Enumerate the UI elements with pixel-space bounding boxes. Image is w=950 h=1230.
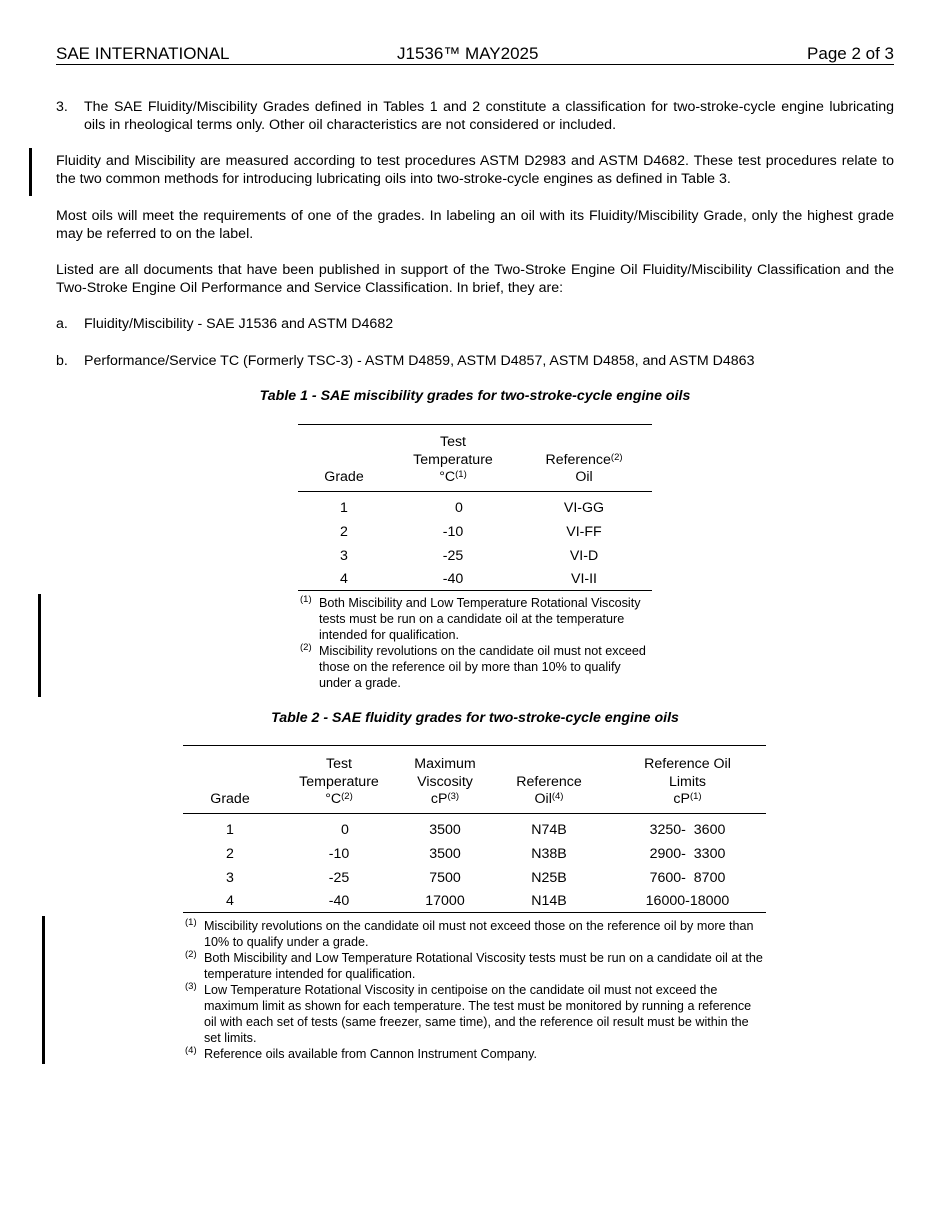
cell-temperature: 0 [341, 821, 349, 838]
list-item-text: The SAE Fluidity/Miscibility Grades defined in Tables 1 and 2 constitute a classification for two-stroke-cycle engine lubricating oils in rheological terms only. Other oil characteristics are not considered or included. [84, 99, 894, 133]
cell-grade: 4 [183, 890, 277, 913]
cell-max-viscosity: 17000 [401, 890, 489, 913]
list-marker: a. [56, 316, 68, 332]
change-bar [38, 594, 41, 697]
table-row [298, 568, 652, 591]
cell-reference-oil: VI-GG [563, 499, 605, 516]
footnote-marker: (2) [185, 949, 197, 960]
paragraph: Most oils will meet the requirements of one of the grades. In labeling an oil with its Fluidity/Miscibility Grade, only the highest grade may be referred to on the label. [56, 208, 894, 242]
footnote [185, 950, 765, 982]
cell-grade: 1 [226, 821, 234, 838]
cell-reference-oil: N74B [531, 821, 567, 838]
table-row [183, 890, 766, 913]
table1-footnotes [300, 595, 652, 691]
cell-grade: 3 [340, 547, 348, 564]
col-header-max-viscosity: Maximum Viscosity $cP^{(3)}$ [401, 756, 489, 813]
list-item-3 [56, 98, 894, 134]
header-doc-id: J1536™ MAY2025 [397, 44, 539, 63]
footnote-marker: (4) [185, 1045, 197, 1056]
footnote-text: Miscibility revolutions on the candidate oil must not exceed those on the reference oil by more than 10% to qualify under a grade. [204, 919, 754, 949]
cell-reference-oil: VI-D [569, 547, 599, 564]
footnote-marker: (2) [300, 642, 312, 653]
footnote-marker: (1) [300, 594, 312, 605]
table-row [298, 496, 652, 520]
col-header-temperature: Test Temperature $^\circ C^{(1)}$ [390, 434, 516, 491]
list-item-text: Performance/Service TC (Formerly TSC-3) - ASTM D4859, ASTM D4857, ASTM D4858, and ASTM D4863 [84, 353, 755, 369]
table-top-rule [183, 745, 766, 746]
cell-temperature: -10 [442, 523, 464, 540]
cell-reference-oil: N38B [531, 845, 567, 862]
cell-reference-oil: N25B [531, 869, 567, 886]
list-item-a [56, 315, 894, 333]
header-org: SAE INTERNATIONAL [56, 44, 230, 63]
cell-temperature: -25 [328, 869, 350, 886]
header-page-number: Page 2 of 3 [807, 44, 894, 63]
cell-max-viscosity: 3500 [429, 821, 461, 838]
cell-reference-oil: VI-FF [566, 523, 602, 540]
cell-grade: 3 [226, 869, 234, 886]
footnote [185, 918, 765, 950]
table2-footnotes [185, 918, 765, 1062]
cell-grade: 2 [226, 845, 234, 862]
footnote-text: Reference oils available from Cannon Instrument Company. [204, 1047, 537, 1061]
col-header-temperature: Test Temperature $^\circ C^{(2)}$ [277, 756, 401, 813]
cell-temperature: 0 [455, 499, 463, 516]
footnote-text: Both Miscibility and Low Temperature Rotational Viscosity tests must be run on a candidate oil at the temperature intended for qualification. [319, 596, 641, 642]
col-header-reference-oil-limits: Reference Oil Limits $cP^{(1)}$ [609, 756, 766, 813]
table-header-row [183, 756, 766, 813]
table-header-row [298, 434, 652, 491]
footnote-text: Low Temperature Rotational Viscosity in centipoise on the candidate oil must not exceed the maximum limit as shown for each temperature. The test must be monitored by running a reference oil with each set of tests (same freezer, same time), and the reference oil result must be within the set limits. [204, 983, 752, 1045]
cell-reference-oil-limits: 16000-18000 [609, 890, 766, 913]
table2-caption: Table 2 - SAE fluidity grades for two-stroke-cycle engine oils [271, 710, 679, 726]
cell-reference-oil-limits: 3250- 3600 [649, 821, 726, 838]
footnote-text: Both Miscibility and Low Temperature Rotational Viscosity tests must be run on a candidate oil at the temperature intended for qualification. [204, 951, 763, 981]
table-row [183, 842, 766, 866]
table1 [298, 434, 652, 591]
change-bar [29, 148, 32, 196]
cell-reference-oil-limits: 7600- 8700 [649, 869, 726, 886]
footnote [185, 982, 765, 1046]
footnote-marker: (3) [185, 981, 197, 992]
cell-max-viscosity: 7500 [429, 869, 461, 886]
footnote [185, 1046, 765, 1062]
paragraph: Listed are all documents that have been published in support of the Two-Stroke Engine Oil Fluidity/Miscibility Classification and the Two-Stroke Engine Oil Performance and Service Classification. In brief, they are: [56, 262, 894, 296]
footnote [300, 595, 652, 643]
cell-temperature: -40 [390, 568, 516, 591]
list-item-text: Fluidity/Miscibility - SAE J1536 and ASTM D4682 [84, 316, 394, 332]
footnote [300, 643, 652, 691]
list-marker: 3. [56, 99, 68, 115]
col-header-grade: Grade [183, 756, 277, 813]
cell-temperature: -40 [277, 890, 401, 913]
cell-grade: 1 [340, 499, 348, 516]
table-row [183, 818, 766, 842]
cell-temperature: -25 [442, 547, 464, 564]
cell-grade: 2 [340, 523, 348, 540]
cell-reference-oil: VI-II [516, 568, 652, 591]
col-header-grade: Grade [298, 434, 390, 491]
cell-max-viscosity: 3500 [429, 845, 461, 862]
change-bar [42, 916, 45, 1064]
list-marker: b. [56, 353, 68, 369]
table1-caption: Table 1 - SAE miscibility grades for two-stroke-cycle engine oils [259, 388, 691, 404]
page-header [56, 44, 894, 65]
footnote-marker: (1) [185, 917, 197, 928]
table-top-rule [298, 424, 652, 425]
paragraph: Fluidity and Miscibility are measured according to test procedures ASTM D2983 and ASTM D4682. These test procedures relate to the two common methods for introducing lubricating oils into two-stroke-cycle engines as defined in Table 3. [56, 153, 894, 187]
table2 [183, 756, 766, 913]
table-row [183, 866, 766, 890]
footnote-text: Miscibility revolutions on the candidate oil must not exceed those on the reference oil by more than 10% to qualify under a grade. [319, 644, 646, 690]
list-item-b [56, 352, 894, 370]
col-header-reference-oil: Reference$^{(2)}$ Oil [516, 434, 652, 491]
col-header-reference-oil: Reference Oil$^{(4)}$ [489, 756, 609, 813]
table-row [298, 544, 652, 568]
table-row [298, 520, 652, 544]
cell-grade: 4 [298, 568, 390, 591]
cell-reference-oil-limits: 2900- 3300 [649, 845, 726, 862]
cell-temperature: -10 [328, 845, 350, 862]
cell-reference-oil: N14B [489, 890, 609, 913]
